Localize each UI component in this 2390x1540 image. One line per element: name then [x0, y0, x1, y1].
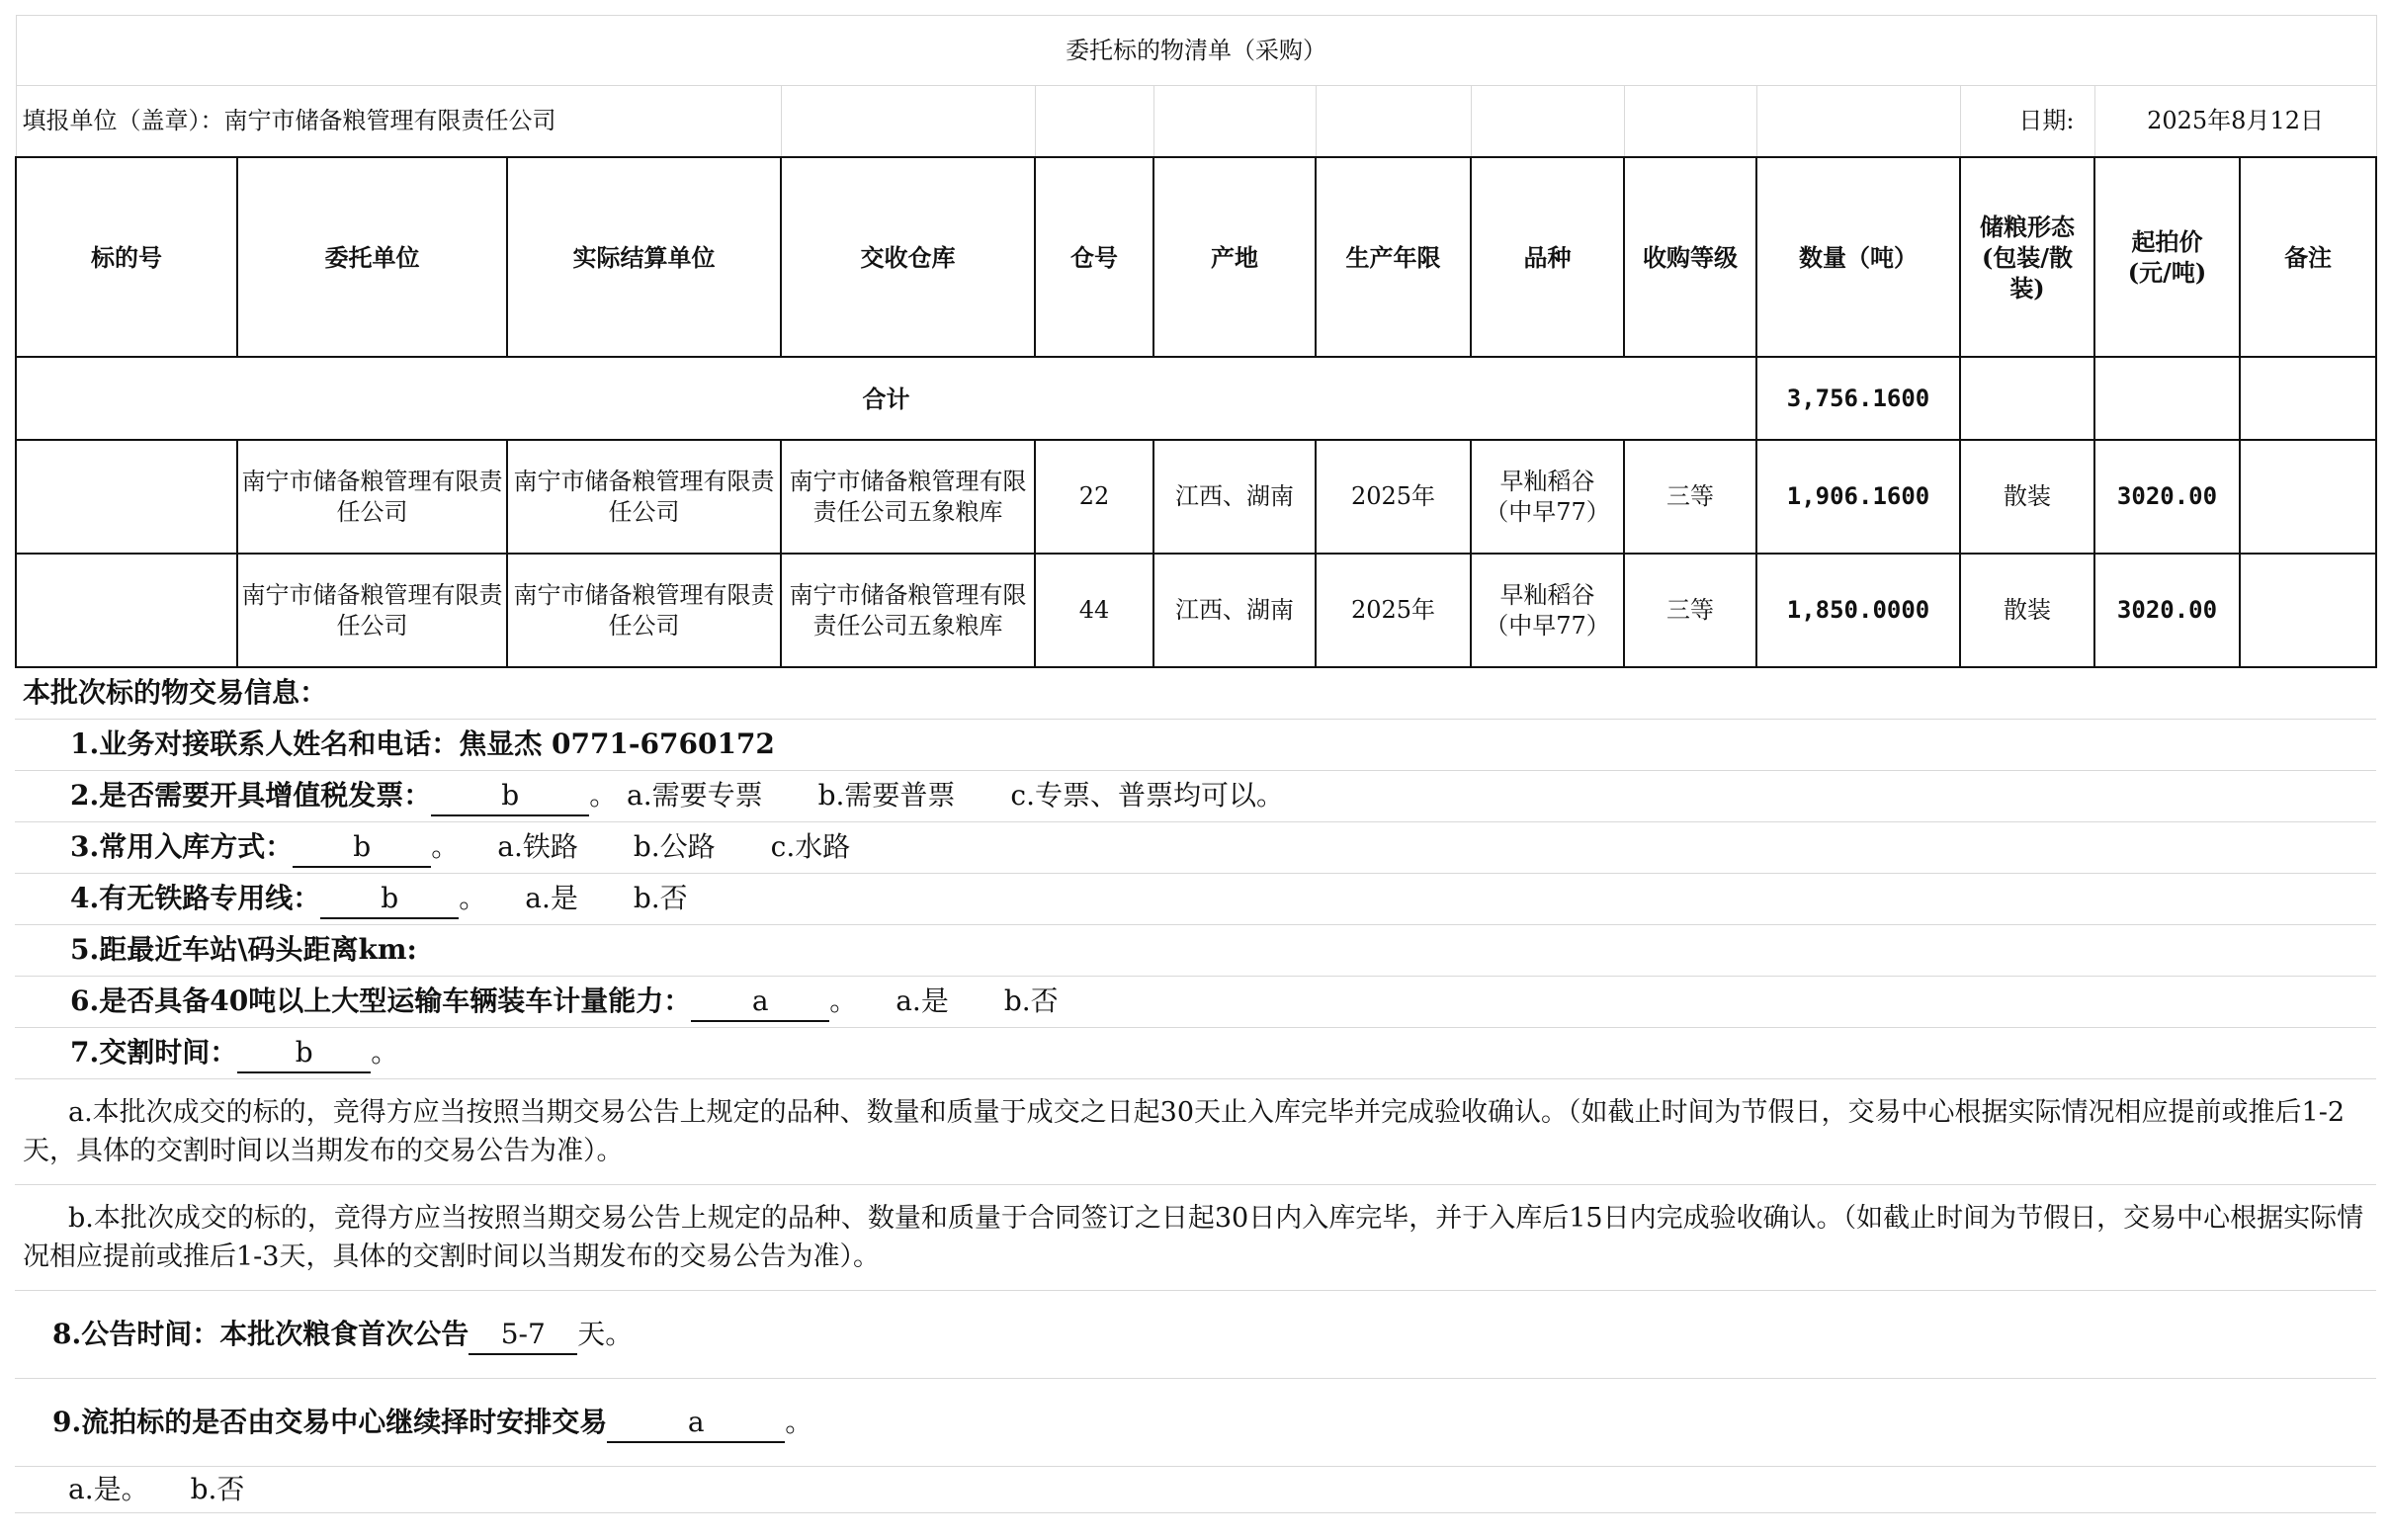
- railway-end: 。: [459, 882, 487, 914]
- cell-start-price: 3020.00: [2094, 554, 2240, 667]
- col-lot-no: 标的号: [16, 157, 237, 357]
- cell-bin: 22: [1035, 440, 1153, 554]
- delivery-option-a: a.本批次成交的标的，竞得方应当按照当期交易公告上规定的品种、数量和质量于成交之日起30天止入库完毕并完成验收确认。（如截止时间为节假日，交易中心根据实际情况相应提前或推后1-2天，具体的交割时间以当期发布的交易公告为准）。: [15, 1079, 2376, 1185]
- delivery-option-b: b.本批次成交的标的，竞得方应当按照当期交易公告上规定的品种、数量和质量于合同签订之日起30日内入库完毕，并于入库后15日内完成验收确认。（如截止时间为节假日，交易中心根据实际情况相应提前或推后1-3天，具体的交割时间以当期发布的交易公告为准）。: [15, 1185, 2376, 1291]
- total-label: 合计: [16, 357, 1756, 440]
- cell-start-price: 3020.00: [2094, 440, 2240, 554]
- date-value: 2025年8月12日: [2094, 86, 2376, 158]
- page-title: 委托标的物清单（采购）: [16, 16, 2376, 86]
- cell-remark: [2240, 554, 2376, 667]
- filing-unit: 填报单位（盖章）：南宁市储备粮管理有限责任公司: [16, 86, 781, 158]
- announcement-line: [15, 1291, 2376, 1379]
- cell-lot-no: [16, 440, 237, 554]
- relisting-end: 。: [785, 1406, 813, 1438]
- storage-form-line2: (包装/散: [1981, 242, 2074, 272]
- railway-options: a.是 b.否: [525, 882, 688, 914]
- col-warehouse: 交收仓库: [781, 157, 1035, 357]
- variety-line2: （中早77）: [1485, 611, 1610, 640]
- cell-origin: 江西、湖南: [1153, 440, 1316, 554]
- cell-settlement: 南宁市储备粮管理有限责任公司: [507, 440, 781, 554]
- delivery-answer: b: [237, 1034, 371, 1073]
- storage-form-line3: 装): [2009, 273, 2045, 302]
- cell-year: 2025年: [1316, 554, 1471, 667]
- cell-year: 2025年: [1316, 440, 1471, 554]
- table-row: [16, 554, 2376, 667]
- contact-line: 1.业务对接联系人姓名和电话：焦显杰 0771-6760172: [15, 720, 2376, 771]
- variety-line1: 早籼稻谷: [1499, 467, 1595, 495]
- relisting-options: a.是。 b.否: [15, 1467, 2376, 1513]
- warehousing-question: [15, 822, 2376, 874]
- variety-line2: （中早77）: [1485, 497, 1610, 526]
- invoice-options: a.需要专票 b.需要普票 c.专票、普票均可以。: [627, 779, 1285, 812]
- warehousing-answer: b: [293, 828, 431, 868]
- warehousing-label: 3.常用入库方式：: [70, 830, 294, 863]
- col-year: 生产年限: [1316, 157, 1471, 357]
- col-bin: 仓号: [1035, 157, 1153, 357]
- relisting-line: [15, 1379, 2376, 1467]
- invoice-answer: b: [431, 777, 589, 816]
- cell-grade: 三等: [1624, 440, 1756, 554]
- warehousing-options: a.铁路 b.公路 c.水路: [497, 830, 851, 863]
- cell-quantity: 1,850.0000: [1756, 554, 1960, 667]
- vehicle-question: [15, 977, 2376, 1028]
- cell-grade: 三等: [1624, 554, 1756, 667]
- start-price-line1: 起拍价: [2131, 227, 2203, 256]
- cell-warehouse: 南宁市储备粮管理有限责任公司五象粮库: [781, 554, 1035, 667]
- announcement-label: 8.公告时间：本批次粮食首次公告: [52, 1318, 469, 1350]
- start-price-line2: (元/吨): [2127, 258, 2207, 287]
- relisting-label: 9.流拍标的是否由交易中心继续择时安排交易: [52, 1406, 608, 1438]
- railway-question: [15, 874, 2376, 925]
- vehicle-answer: a: [691, 983, 829, 1022]
- invoice-question: [15, 771, 2376, 822]
- date-label: 日期:: [1960, 86, 2094, 158]
- col-origin: 产地: [1153, 157, 1316, 357]
- cell-lot-no: [16, 554, 237, 667]
- cell-storage-form: 散装: [1960, 554, 2094, 667]
- cell-consignor: 南宁市储备粮管理有限责任公司: [237, 440, 507, 554]
- cell-quantity: 1,906.1600: [1756, 440, 1960, 554]
- delivery-end: 。: [371, 1036, 399, 1069]
- announcement-end: 天。: [577, 1318, 634, 1350]
- col-settlement: 实际结算单位: [507, 157, 781, 357]
- railway-label: 4.有无铁路专用线：: [70, 882, 321, 914]
- delivery-label: 7.交割时间：: [70, 1036, 238, 1069]
- trade-info-heading: 本批次标的物交易信息：: [15, 668, 2376, 720]
- variety-line1: 早籼稻谷: [1499, 580, 1595, 609]
- relisting-answer: a: [607, 1404, 785, 1443]
- announcement-answer: 5-7: [469, 1316, 577, 1355]
- total-quantity: 3,756.1600: [1756, 357, 1960, 440]
- vehicle-label: 6.是否具备40吨以上大型运输车辆装车计量能力：: [70, 984, 692, 1017]
- cell-warehouse: 南宁市储备粮管理有限责任公司五象粮库: [781, 440, 1035, 554]
- trade-info-section: [15, 668, 2376, 1513]
- bid-list-sheet: [15, 15, 2376, 1513]
- col-remark: 备注: [2240, 157, 2376, 357]
- col-grade: 收购等级: [1624, 157, 1756, 357]
- cell-bin: 44: [1035, 554, 1153, 667]
- delivery-question: [15, 1028, 2376, 1079]
- cell-origin: 江西、湖南: [1153, 554, 1316, 667]
- invoice-label: 2.是否需要开具增值税发票：: [70, 779, 432, 812]
- col-quantity: 数量（吨）: [1756, 157, 1960, 357]
- col-consignor: 委托单位: [237, 157, 507, 357]
- vehicle-end: 。: [829, 984, 858, 1017]
- cell-storage-form: 散装: [1960, 440, 2094, 554]
- cell-consignor: 南宁市储备粮管理有限责任公司: [237, 554, 507, 667]
- invoice-end: 。: [589, 779, 618, 812]
- vehicle-options: a.是 b.否: [896, 984, 1059, 1017]
- cell-settlement: 南宁市储备粮管理有限责任公司: [507, 554, 781, 667]
- col-start-price: [2094, 157, 2240, 357]
- cell-remark: [2240, 440, 2376, 554]
- cell-variety: [1471, 554, 1624, 667]
- col-storage-form: [1960, 157, 2094, 357]
- storage-form-line1: 储粮形态: [1980, 212, 2075, 241]
- warehousing-end: 。: [431, 830, 460, 863]
- col-variety: 品种: [1471, 157, 1624, 357]
- distance-line: 5.距最近车站\码头距离km:: [15, 925, 2376, 977]
- railway-answer: b: [320, 880, 459, 919]
- bid-list-table: [15, 15, 2377, 668]
- total-row: [16, 357, 2376, 440]
- table-row: [16, 440, 2376, 554]
- cell-variety: [1471, 440, 1624, 554]
